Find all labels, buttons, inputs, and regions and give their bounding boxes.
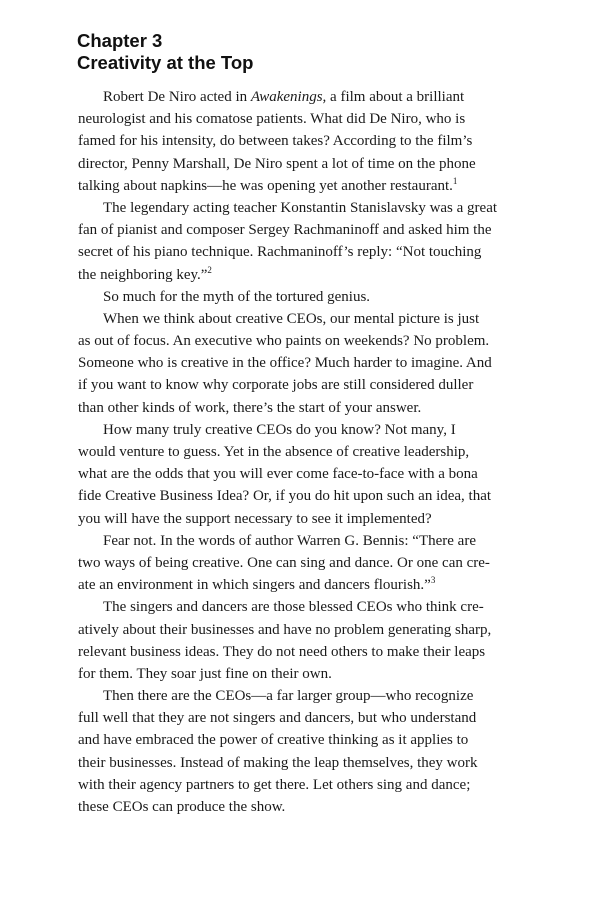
text-line: talking about napkins—he was opening yet another restaurant.$^1$ [78,175,458,194]
paragraph [78,197,498,286]
text-line: famed for his intensity, do between takes? According to the film’s [78,133,473,150]
text-line: fan of pianist and composer Sergey Rachmaninoff and asked him the [78,222,492,239]
text-line: with their agency partners to get there. Let others sing and dance; [78,776,471,793]
text-line: relevant business ideas. They do not need others to make their leaps [78,643,486,660]
paragraph [78,286,454,308]
paragraph [78,86,476,197]
footnote-marker: 1 [452,175,458,186]
chapter-body [78,86,498,818]
text-line: The singers and dancers are those blessed CEOs who think cre- [103,599,484,616]
text-line: director, Penny Marshall, De Niro spent a lot of time on the phone [78,155,476,172]
footnote-marker: 3 [430,575,436,586]
text-line: these CEOs can produce the show. [78,799,286,815]
text-line: and have embraced the power of creative thinking as it applies to [78,732,469,749]
chapter-title: Creativity at the Top [77,52,254,73]
text-line: full well that they are not singers and dancers, but who understand [78,710,477,727]
text-line: When we think about creative CEOs, our mental picture is just [103,310,480,327]
text-line: secret of his piano technique. Rachmaninoff’s reply: “Not touching [78,244,482,261]
paragraph [78,308,492,419]
text-line: their businesses. Instead of making the leap themselves, they work [78,754,478,771]
text-line: How many truly creative CEOs do you know? Not many, I [103,421,456,438]
paragraph [78,530,490,597]
text-line: Someone who is creative in the office? Much harder to imagine. And [78,355,492,372]
text-line: So much for the myth of the tortured genius. [103,288,371,305]
text-line: two ways of being creative. One can sing and dance. Or one can cre- [78,554,490,571]
paragraph [78,419,492,530]
text-line: atively about their businesses and have no problem generating sharp, [78,621,492,638]
text-line: ate an environment in which singers and dancers flourish.”$^3$ [78,575,436,594]
text-line: Robert De Niro acted in Awakenings, a film about a brilliant [103,89,465,105]
text-line: the neighboring key.”$^2$ [78,264,212,283]
text-line: Fear not. In the words of author Warren G. Bennis: “There are [103,532,476,549]
footnote-marker: 2 [207,264,212,275]
text-line: you will have the support necessary to see it implemented? [78,510,432,527]
text-line: as out of focus. An executive who paints on weekends? No problem. [78,333,490,350]
chapter-label: Chapter 3 [77,30,163,51]
text-line: The legendary acting teacher Konstantin Stanislavsky was a great [103,199,498,216]
text-line: would venture to guess. Yet in the absence of creative leadership, [78,444,470,460]
text-line: fide Creative Business Idea? Or, if you do hit upon such an idea, that [78,488,492,505]
text-line: what are the odds that you will ever come face-to-face with a bona [78,466,478,483]
text-line: neurologist and his comatose patients. What did De Niro, who is [78,111,466,128]
text-line: than other kinds of work, there’s the start of your answer. [78,399,422,416]
paragraph [78,596,492,685]
text-line: Then there are the CEOs—a far larger group—who recognize [103,688,474,705]
paragraph [78,685,478,818]
text-line: for them. They soar just fine on their own. [78,665,332,682]
text-line: if you want to know why corporate jobs are still considered duller [78,377,474,394]
